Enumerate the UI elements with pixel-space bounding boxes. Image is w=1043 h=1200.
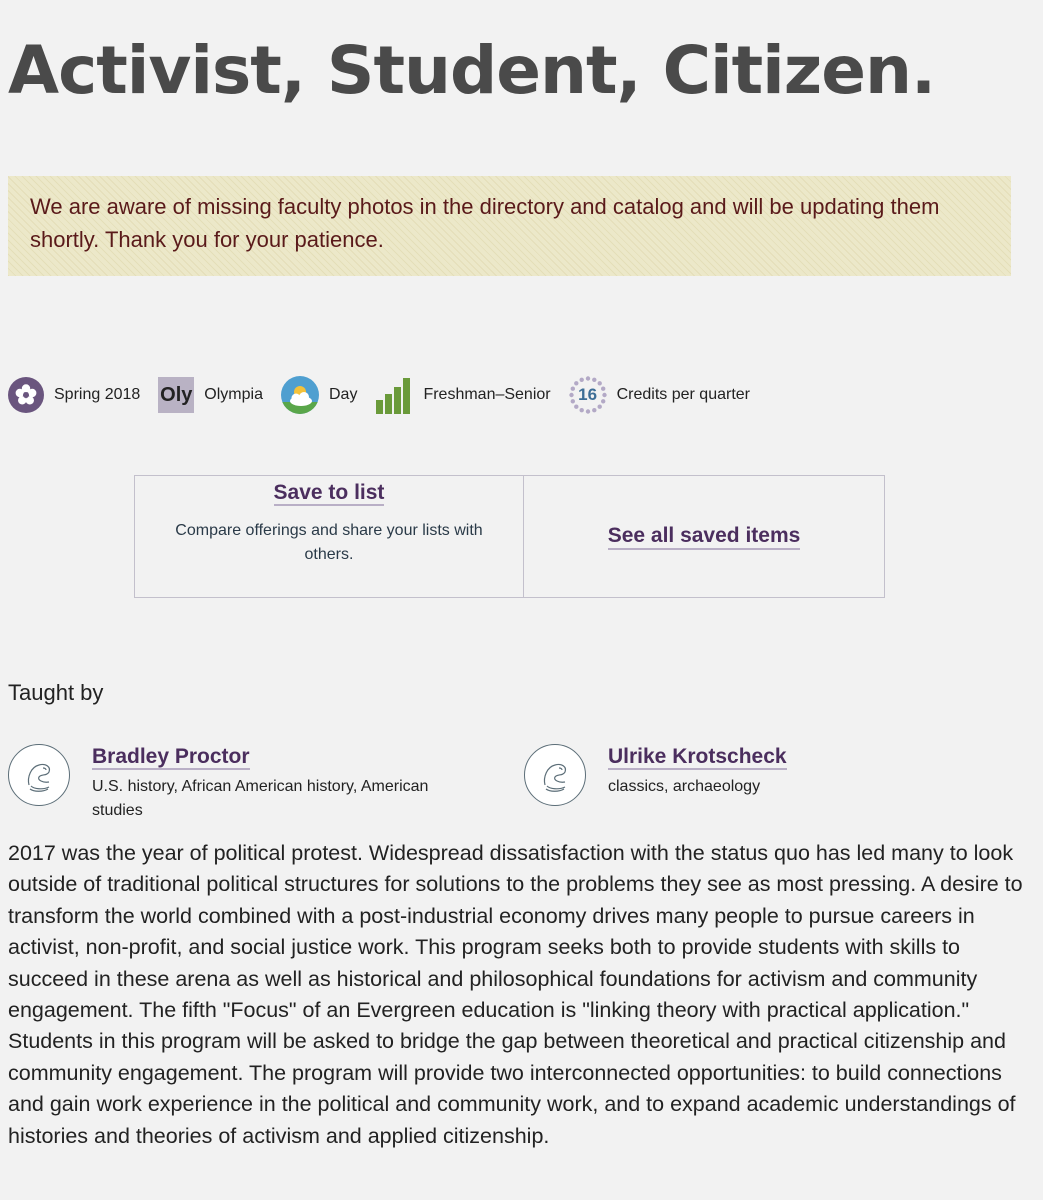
credits-icon (569, 376, 607, 414)
credits-badge-text: 16 (578, 385, 598, 404)
geoduck-logo-icon (535, 755, 575, 795)
faculty-fields: U.S. history, African American history, American studies (92, 778, 429, 820)
fact-time-label: Day (328, 386, 358, 403)
faculty-card (8, 744, 478, 823)
fact-quarter-label: Spring 2018 (54, 386, 141, 403)
save-panel (134, 475, 885, 598)
fact-location-label: Olympia (204, 386, 263, 403)
saved-items-section (524, 476, 884, 597)
fact-credits (569, 376, 750, 414)
save-to-list-section (135, 476, 524, 597)
program-description: 2017 was the year of political protest. Widespread dissatisfaction with the status quo has led many to look outside of traditional political structures for solutions to the problems they see as most pressing. A desire to transform the world combined with a post-industrial economy drives many people to pursue careers in activist, non-profit, and social justice work. This program seeks both to provide students with skills to succeed in these arena as well as historical and philosophical foundations for activism and community engagement. The fifth "Focus" of an Evergreen education is "linking theory with practical application." Students in this program will be asked to bridge the gap between theoretical and practical citizenship and community engagement. The program will provide two interconnected opportunities: to build connections and gain work experience in the political and community work, and to expand academic understandings of histories and theories of activism and applied citizenship. (8, 841, 1023, 1148)
taught-by-heading: Taught by (8, 680, 104, 705)
faculty-avatar-placeholder (524, 744, 586, 806)
save-description: Compare offerings and share your lists with others. (175, 522, 483, 564)
olympia-badge-text: Oly (158, 377, 194, 413)
page-title: Activist, Student, Citizen. (8, 32, 936, 109)
bars-icon (375, 376, 413, 414)
notice-banner: We are aware of missing faculty photos in the directory and catalog and will be updating them shortly. Thank you for your patience. (8, 176, 1011, 276)
olympia-badge-icon (158, 377, 194, 413)
flower-icon (8, 377, 44, 413)
faculty-card (524, 744, 994, 806)
faculty-name-link[interactable]: Bradley Proctor (92, 745, 250, 768)
fact-level (375, 376, 550, 414)
sun-cloud-icon (281, 376, 319, 414)
fact-time (281, 376, 357, 414)
fact-credits-label: Credits per quarter (616, 386, 750, 403)
fact-level-label: Freshman–Senior (423, 386, 551, 403)
program-facts (8, 374, 768, 416)
geoduck-logo-icon (19, 755, 59, 795)
save-to-list-button[interactable]: Save to list (273, 481, 385, 504)
faculty-fields: classics, archaeology (608, 778, 761, 796)
fact-location (158, 377, 263, 413)
faculty-avatar-placeholder (8, 744, 70, 806)
faculty-name-link[interactable]: Ulrike Krotscheck (608, 745, 787, 768)
see-saved-items-link[interactable]: See all saved items (608, 523, 801, 550)
fact-quarter (8, 377, 140, 413)
